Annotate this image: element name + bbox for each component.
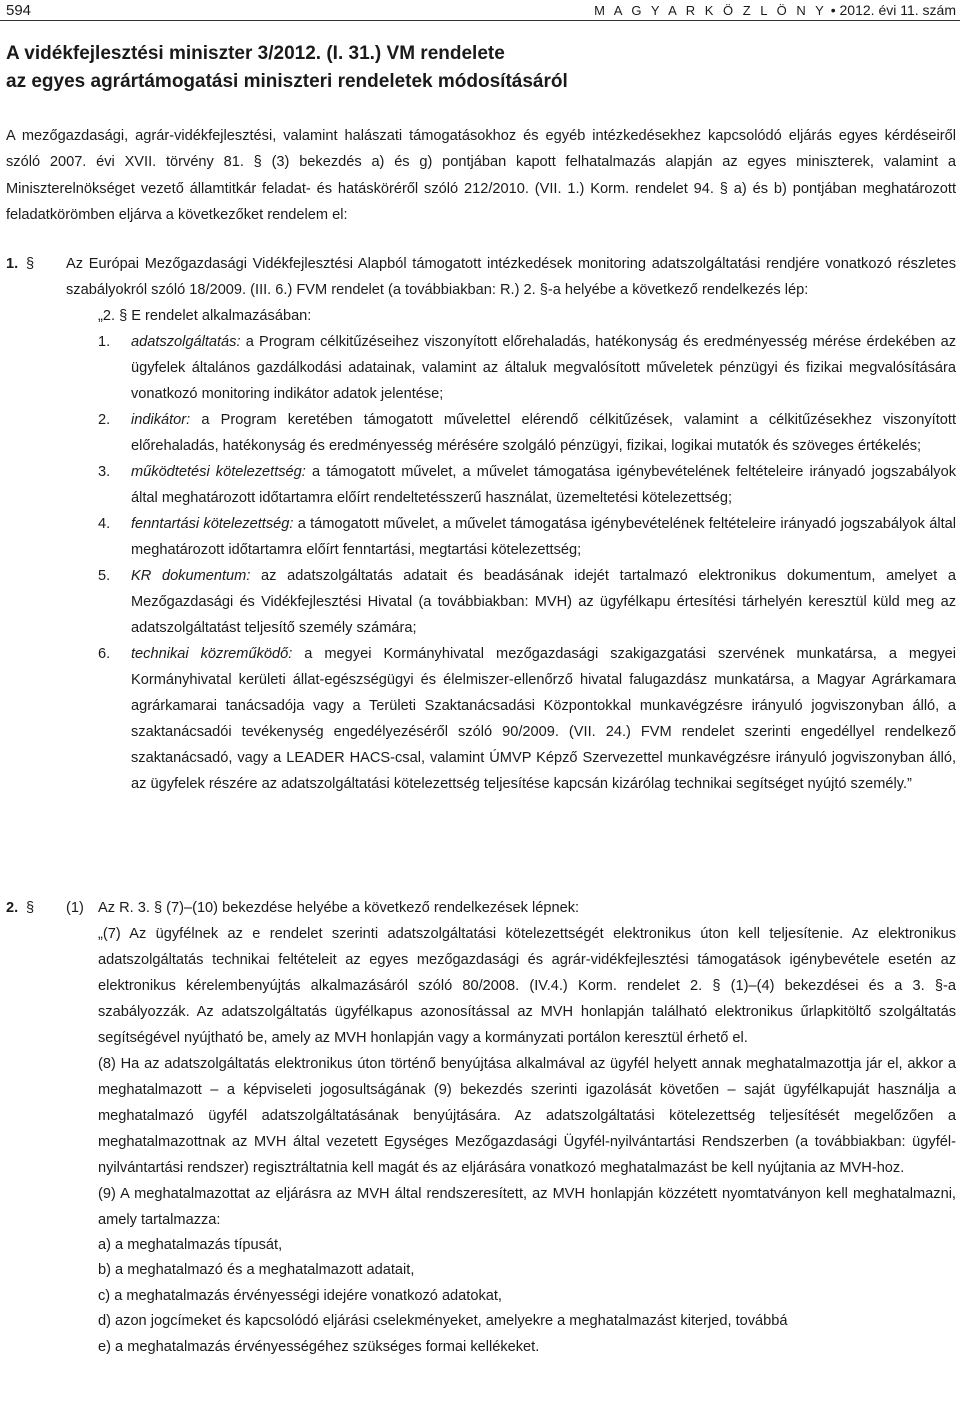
section-2-text: Az R. 3. § (7)–(10) bekezdése helyébe a következő rendelkezések lépnek: <box>98 900 580 916</box>
subsection-number: (1) <box>66 900 84 916</box>
definition-text: a támogatott művelet, a művelet támogatása igénybevételének feltételeire irányadó jogszabályok által meghatározott időtartamra előírt rendeltetésszerű használat, üzemeltetési kötelezettség; <box>131 464 956 506</box>
section-symbol: § <box>26 900 35 916</box>
definition-term: működtetési kötelezettség: <box>131 464 306 480</box>
title-line-1: A vidékfejlesztési miniszter 3/2012. (I. 31.) VM rendelete <box>6 43 505 64</box>
definition-text: az adatszolgáltatás adatait és beadásának idejét tartalmazó elektronikus dokumentum, amelyet a Mezőgazdasági és Vidékfejlesztési Hivatal (a továbbiakban: MVH) az ügyfélkapu értesítési tárhelyén keresztül küld meg az adatszolgáltatást teljesítő személy számára; <box>131 568 956 636</box>
definition-text: a megyei Kormányhivatal mezőgazdasági szakigazgatási szervének munkatársa, a megyei Kormányhivatal kerületi állat-egészségügyi és élelmiszer-ellenőrző hivatal falugazdász munkatársa, a Magyar Agrárkamara agrárkamarai tanácsadója vagy a Területi Szaktanácsadási Központokkal munkavégzésre irányuló jogviszonyban álló, a szaktanácsadói tevékenység engedélyezéséről szóló 90/2009. (VII. 24.) FVM rendelet szerinti engedéllyel rendelkező szaktanácsadó, vagy a LEADER HACS-csal, valamint ÚMVP Képző Szervezettel munkavégzésre irányuló jogviszonyban álló, az ügyfelek részére az adatszolgáltatási kötelezettség teljesítése kapcsán kizárólag technikai segítséget nyújtó személy.” <box>131 646 956 792</box>
definition-number: 2. <box>98 412 111 428</box>
definition-term: technikai közreműködő: <box>131 646 293 662</box>
header-separator: • <box>830 2 840 18</box>
definition-text: a támogatott művelet, a művelet támogatása igénybevételének feltételeire irányadó jogszabályok által meghatározott időtartamra előírt fenntartási, megtartási kötelezettség; <box>131 516 956 558</box>
definition-number: 3. <box>98 464 111 480</box>
definition-term: indikátor: <box>131 412 191 428</box>
section-2 <box>6 895 956 1360</box>
quote-heading: „2. § E rendelet alkalmazásában: <box>98 308 312 324</box>
list-item: a) a meghatalmazás típusát, <box>98 1237 283 1253</box>
definition-body <box>131 459 956 511</box>
title-line-2: az egyes agrártámogatási miniszteri rendeletek módosításáról <box>6 71 568 92</box>
definition-item <box>98 511 956 563</box>
definition-text: a Program célkitűzéseihez viszonyított előrehaladás, hatékonyság és eredményesség mérése érdekében az ügyfelek általános gazdálkodási adatainak, valamint az általuk megvalósított műveletek pénzügyi és fizikai megvalósítására vonatkozó monitoring indikátor adatok jelentése; <box>131 334 956 402</box>
page-header <box>6 0 956 20</box>
header-rule <box>0 20 960 21</box>
section-number: 2. <box>6 900 19 916</box>
paragraph-9: (9) A meghatalmazottat az eljárásra az MVH által rendszeresített, az MVH honlapján közzétett nyomtatványon kell meghatalmazni, amely tartalmazza: <box>98 1186 956 1228</box>
definition-body <box>131 563 956 641</box>
definition-body <box>131 329 956 407</box>
list-item: e) a meghatalmazás érvényességéhez szükséges formai kellékeket. <box>98 1338 540 1355</box>
section-1 <box>6 251 956 797</box>
journal-name: M A G Y A R K Ö Z L Ö N Y <box>594 3 827 18</box>
page-number: 594 <box>6 1 32 19</box>
definition-number: 4. <box>98 516 111 532</box>
definition-item <box>98 407 956 459</box>
paragraph-9-items <box>98 1233 956 1360</box>
definition-item <box>98 563 956 641</box>
journal-info <box>594 2 956 18</box>
definition-body <box>131 407 956 459</box>
definition-body <box>131 511 956 563</box>
section-symbol: § <box>26 256 35 272</box>
list-item: d) azon jogcímeket és kapcsolódó eljárási cselekményeket, amelyekre a meghatalmazást kiterjed, továbbá <box>98 1313 788 1330</box>
list-item: c) a meghatalmazás érvényességi idejére vonatkozó adatokat, <box>98 1287 502 1304</box>
list-item: b) a meghatalmazó és a meghatalmazott adatait, <box>98 1262 415 1279</box>
section-1-text: Az Európai Mezőgazdasági Vidékfejlesztési Alapból támogatott intézkedések monitoring adatszolgáltatási rendjére vonatkozó részletes szabályokról szóló 18/2009. (III. 6.) FVM rendelet (a továbbiakban: R.) 2. §-a helyébe a következő rendelkezés lép: <box>66 256 956 298</box>
definition-term: adatszolgáltatás: <box>131 334 241 350</box>
decree-title <box>6 40 946 96</box>
paragraph-7: „(7) Az ügyfélnek az e rendelet szerinti adatszolgáltatási kötelezettségét elektronikus úton kell teljesítenie. Az elektronikus adatszolgáltatás technikai feltételeit az egyes mezőgazdasági és agrár-vidékfejlesztési támogatások igénybevétele esetén az elektronikus kérelembenyújtás alkalmazásáról szóló 80/2008. (IV.4.) Korm. rendelet 2. § (1)–(4) bekezdései és a 3. §-a szabályozzák. Az adatszolgáltatás ügyfélkapus azonosítással az MVH honlapján található elektronikus űrlapkitöltő szolgáltatás segítségével nyújtható be, amely az MVH honlapján vagy a kormányzati portálon keresztül érhető el. <box>98 926 956 1046</box>
definition-number: 1. <box>98 334 111 350</box>
section-number: 1. <box>6 256 19 272</box>
definition-text: a Program keretében támogatott művelettel elérendő célkitűzések, valamint a célkitűzésekhez viszonyított előrehaladás, hatékonyság és eredményesség mérésére szolgáló pénzügyi, fizikai, logikai mutatók és szöveges értékelés; <box>131 412 956 454</box>
definition-number: 6. <box>98 646 111 662</box>
definition-number: 5. <box>98 568 111 584</box>
definition-body <box>131 641 956 797</box>
definition-item <box>98 641 956 797</box>
preamble: A mezőgazdasági, agrár-vidékfejlesztési, valamint halászati támogatásokhoz és egyéb intézkedésekhez kapcsolódó eljárás egyes kérdéseiről szóló 2007. évi XVII. törvény 81. § (3) bekezdés a) és g) pontjában kapott felhatalmazás alapján az egyes miniszterek, valamint a Miniszterelnökséget vezető államtitkár feladat- és hatásköréről szóló 212/2010. (VII. 1.) Korm. rendelet 94. § a) és b) pontjában meghatározott feladatkörömben eljárva a következőket rendelem el: <box>6 128 956 224</box>
definition-term: fenntartási kötelezettség: <box>131 516 294 532</box>
paragraph-8: (8) Ha az adatszolgáltatás elektronikus úton történő benyújtása alkalmával az ügyfél helyett annak meghatalmazottja jár el, akkor a meghatalmazott – a képviseleti jogosultságának (9) bekezdés szerinti igazolását követően – saját ügyfélkapuját használja a meghatalmazó ügyfél adatszolgáltatásának benyújtására. Az adatszolgáltatási kötelezettség teljesítését megelőzően a meghatalmazottnak az MVH által vezetett Egységes Mezőgazdasági Ügyfél-nyilvántartási Rendszerben (a továbbiakban: ügyfél-nyilvántartási rendszer) regisztráltatnia kell magát és az eljárására vonatkozó meghatalmazást be kell nyújtania az MVH-hoz. <box>98 1056 956 1176</box>
definitions-list <box>6 329 956 797</box>
definition-term: KR dokumentum: <box>131 568 251 584</box>
definition-item <box>98 329 956 407</box>
definition-item <box>98 459 956 511</box>
issue-number: 2012. évi 11. szám <box>839 2 956 18</box>
